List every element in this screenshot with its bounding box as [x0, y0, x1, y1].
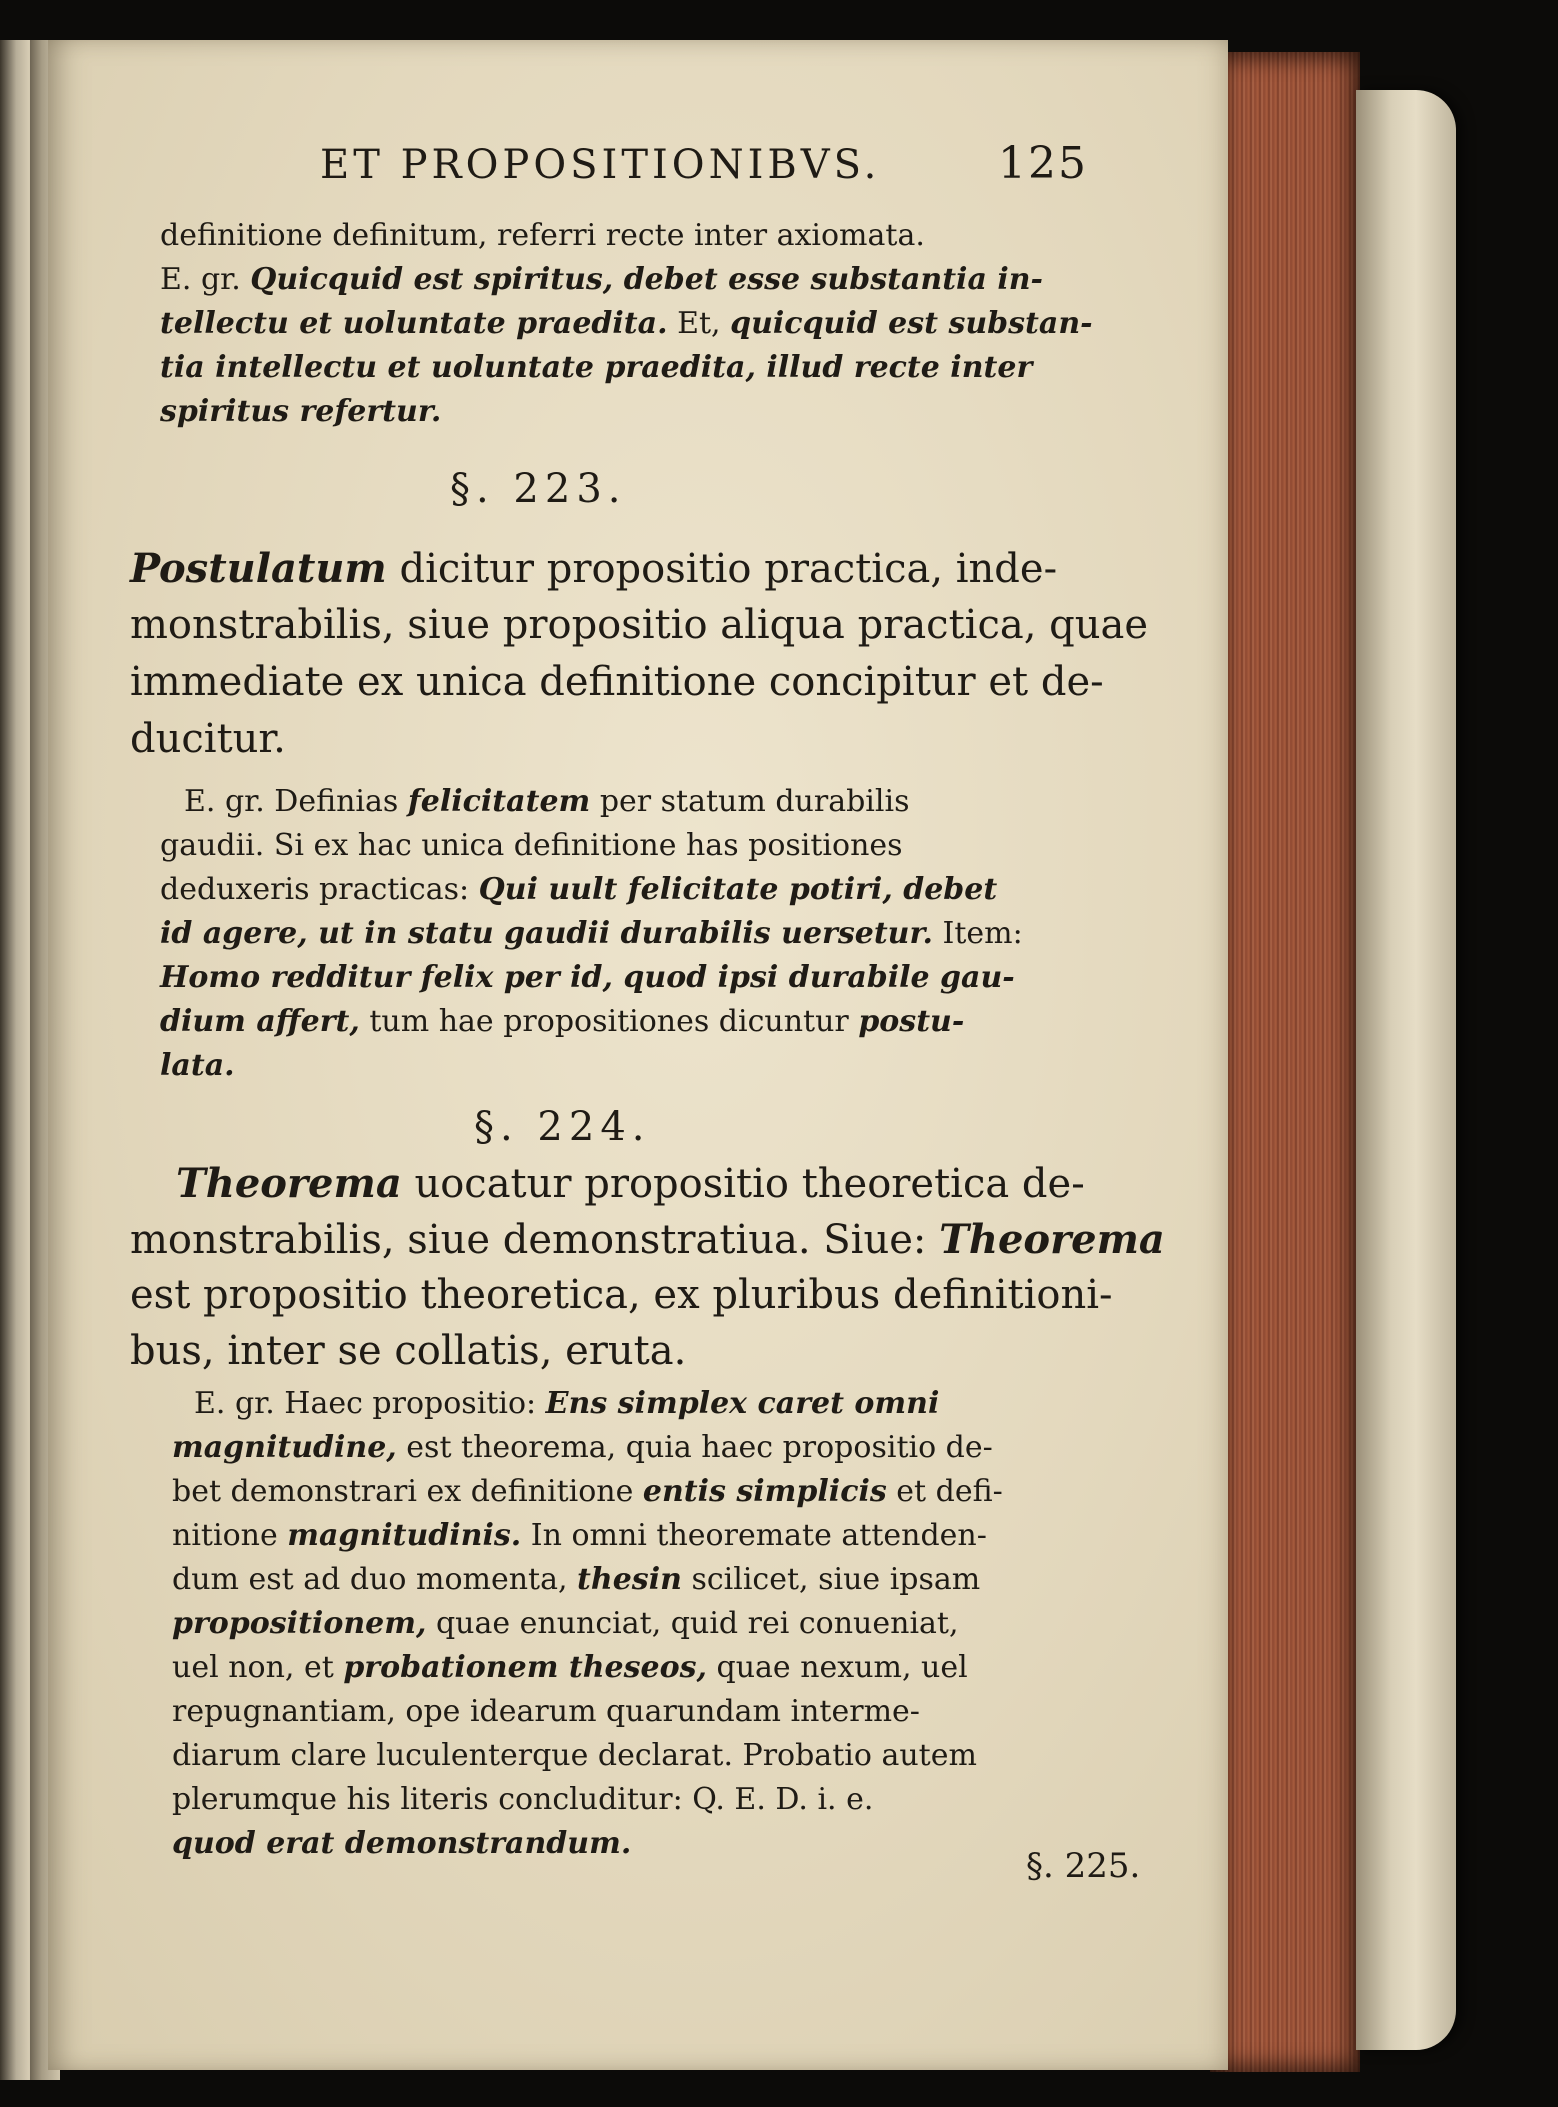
text-line: dium affert, tum hae propositiones dicuntur postu-: [160, 1004, 965, 1039]
text-line: id agere, ut in statu gaudii durabilis uersetur. Item:: [160, 916, 1023, 951]
text-line: tia intellectu et uoluntate praedita, illud recte inter: [160, 350, 1033, 385]
catchword: §. 225.: [1026, 1846, 1141, 1886]
text-line: bus, inter se collatis, eruta.: [130, 1328, 687, 1374]
text-line: est propositio theoretica, ex pluribus definitioni-: [130, 1272, 1113, 1318]
text-line: uel non, et probationem theseos, quae nexum, uel: [172, 1650, 968, 1685]
running-head: ET PROPOSITIONIBVS.: [320, 142, 881, 188]
text-line: spiritus refertur.: [160, 394, 442, 429]
text-line: magnitudine, est theorema, quia haec propositio de-: [172, 1430, 993, 1465]
text-line: repugnantiam, ope idearum quarundam interme-: [172, 1694, 920, 1729]
text-line: bet demonstrari ex definitione entis simplicis et defi-: [172, 1474, 1003, 1509]
text-line: ducitur.: [130, 716, 286, 762]
page-block-edges: [1210, 52, 1360, 2072]
text-line: gaudii. Si ex hac unica definitione has positiones: [160, 828, 903, 863]
section-heading-224: §. 224.: [474, 1104, 651, 1150]
book-cover-edge: [1356, 90, 1456, 2050]
text-line: E. gr. Quicquid est spiritus, debet esse substantia in-: [160, 262, 1043, 297]
section-heading-223: §. 223.: [450, 466, 627, 512]
text-line: monstrabilis, siue demonstratiua. Siue: Theorema: [130, 1216, 1165, 1263]
text-line: dum est ad duo momenta, thesin scilicet, siue ipsam: [172, 1562, 981, 1597]
text-line: Homo redditur felix per id, quod ipsi durabile gau-: [160, 960, 1015, 995]
text-line: diarum clare luculenterque declarat. Probatio autem: [172, 1738, 977, 1773]
text-line: quod erat demonstrandum.: [172, 1826, 632, 1861]
page-number: 125: [998, 138, 1088, 189]
text-line: E. gr. Haec propositio: Ens simplex caret omni: [194, 1386, 940, 1421]
text-line: tellectu et uoluntate praedita. Et, quicquid est substan-: [160, 306, 1093, 341]
text-line: Theorema uocatur propositio theoretica de-: [176, 1160, 1085, 1207]
text-line: plerumque his literis concluditur: Q. E. D. i. e.: [172, 1782, 874, 1817]
text-line: propositionem, quae enunciat, quid rei conueniat,: [172, 1606, 959, 1641]
text-line: definitione definitum, referri recte inter axiomata.: [160, 218, 925, 253]
text-column: [48, 40, 1228, 2070]
text-line: lata.: [160, 1048, 235, 1083]
book-page: [48, 40, 1228, 2070]
text-line: deduxeris practicas: Qui uult felicitate potiri, debet: [160, 872, 998, 907]
text-line: E. gr. Definias felicitatem per statum durabilis: [184, 784, 910, 819]
text-line: Postulatum dicitur propositio practica, inde-: [130, 545, 1058, 592]
text-line: immediate ex unica definitione concipitur et de-: [130, 659, 1104, 705]
text-line: nitione magnitudinis. In omni theoremate attenden-: [172, 1518, 987, 1553]
text-line: monstrabilis, siue propositio aliqua practica, quae: [130, 602, 1149, 648]
